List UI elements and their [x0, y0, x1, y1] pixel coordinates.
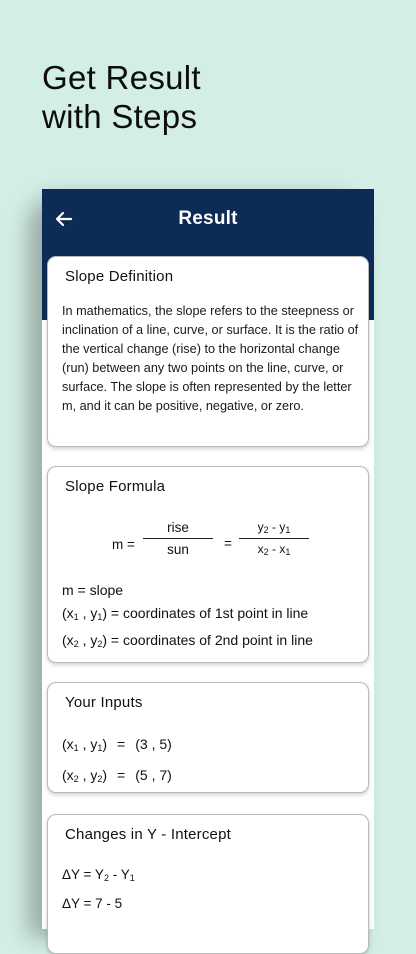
input-point1: ($x_1$ , $y_1) = (3$ , 5) — [62, 736, 172, 753]
input-point2-value: (5 , 7) — [135, 767, 172, 783]
formula-legend — [62, 579, 313, 656]
legend-line-slope: m = slope — [62, 582, 124, 598]
coordinate-fraction — [239, 520, 309, 557]
fraction-denominator: sun — [167, 542, 189, 557]
delta-y-substituted: ΔY = 7 - 5 — [62, 896, 123, 911]
inputs-list — [62, 731, 172, 793]
changes-in-y-steps — [62, 862, 135, 916]
formula-equation — [48, 522, 368, 572]
changes-in-y-card — [47, 814, 369, 954]
your-inputs-card — [47, 682, 369, 793]
input-point2: ($x_2$ , $y_2) = (5$ , 7) — [62, 767, 172, 784]
slope-formula-card — [47, 466, 369, 663]
promo-headline-line1: Get Result — [42, 59, 201, 96]
phone-screen — [42, 189, 374, 929]
input-point1-value: (3 , 5) — [135, 736, 172, 752]
legend-line-point1: ($x_1$ , $y_1$) = coordinates of 1st point in line — [62, 605, 309, 622]
fraction-bar — [239, 538, 309, 539]
fraction-bar — [143, 538, 213, 539]
formula-equals: = — [224, 536, 232, 551]
definition-text: In mathematics, the slope refers to the steepness or inclination of a line, curve, or surface. It is the ratio of the vertical change (rise) to the horizontal change (run) between any two points on the line, curve, or surface. The slope is often represented by the letter m, and it can be positive, negative, or zero. — [62, 304, 359, 413]
fraction-numerator: $y_2 - y_1$ — [257, 520, 291, 535]
card-title: Slope Formula — [65, 478, 166, 495]
delta-y-formula: $\Delta Y = Y_2 - Y_1$ — [62, 867, 135, 883]
fraction-numerator: rise — [167, 520, 189, 535]
page-title: Result — [178, 208, 238, 229]
promo-headline-line2: with Steps — [42, 98, 198, 135]
card-title: Changes in Y - Intercept — [65, 826, 232, 843]
card-title: Your Inputs — [65, 694, 143, 711]
legend-line-point2: ($x_2$ , $y_2$) = coordinates of 2nd point in line — [62, 632, 313, 649]
fraction-denominator: $x_2 - x_1$ — [257, 542, 291, 557]
card-title: Slope Definition — [65, 268, 174, 285]
promo-headline — [42, 58, 201, 136]
formula-m-equals: m = — [112, 537, 135, 552]
rise-over-run-fraction — [143, 520, 213, 557]
slope-definition-card — [47, 256, 369, 447]
